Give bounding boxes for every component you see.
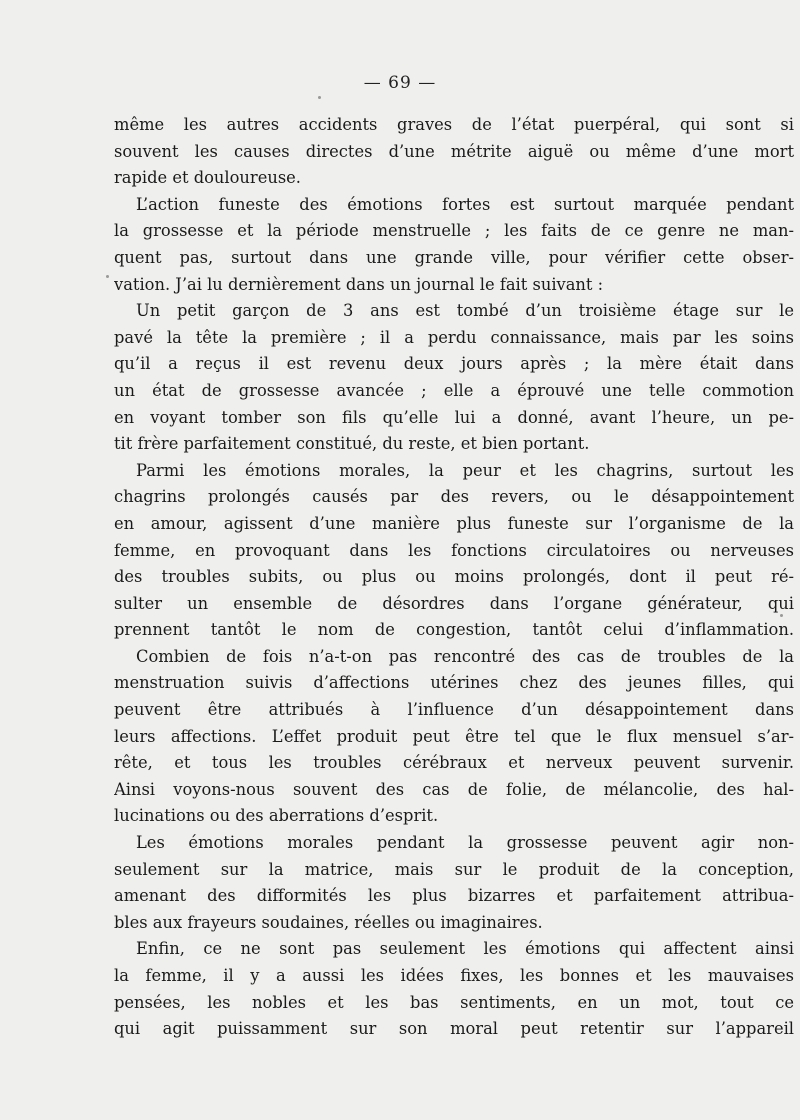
text-line: prennent tantôt le nom de congestion, tantôt celui d’inflammation. <box>114 620 794 640</box>
text-line: Parmi les émotions morales, la peur et les chagrins, surtout les <box>136 460 794 480</box>
text-line: un état de grossesse avancée ; elle a éprouvé une telle commotion <box>114 380 794 400</box>
text-line: qui agit puissamment sur son moral peut retentir sur l’appareil <box>114 1019 794 1039</box>
text-line: la femme, il y a aussi les idées fixes, les bonnes et les mauvaises <box>114 966 794 985</box>
text-line: chagrins prolongés causés par des revers, ou le désappointement <box>114 487 794 507</box>
text-line: Les émotions morales pendant la grossesse peuvent agir non- <box>136 833 794 853</box>
paper-speck <box>780 614 783 617</box>
text-line: peuvent être attribués à l’influence d’un désappointement dans <box>114 700 794 720</box>
text-line: Enfin, ce ne sont pas seulement les émotions qui affectent ainsi <box>136 939 794 959</box>
paper-speck <box>106 275 109 278</box>
text-line: rapide et douloureuse. <box>114 168 301 188</box>
text-line: des troubles subits, ou plus ou moins prolongés, dont il peut ré- <box>114 567 794 587</box>
text-line: quent pas, surtout dans une grande ville, pour vérifier cette obser- <box>114 247 794 267</box>
text-line: pavé la tête la première ; il a perdu connaissance, mais par les soins <box>114 327 794 347</box>
text-line: sulter un ensemble de désordres dans l’organe générateur, qui <box>114 593 794 613</box>
page-number: — 69 — <box>363 73 437 93</box>
text-line: la grossesse et la période menstruelle ; les faits de ce genre ne man- <box>114 221 794 241</box>
text-line: Combien de fois n’a-t-on pas rencontré des cas de troubles de la <box>136 646 794 666</box>
text-line: pensées, les nobles et les bas sentiments, en un mot, tout ce <box>114 992 794 1012</box>
body-text <box>114 112 794 1043</box>
text-line: lucinations ou des aberrations d’esprit. <box>114 806 439 826</box>
text-line: seulement sur la matrice, mais sur le produit de la conception, <box>114 859 794 879</box>
text-line: menstruation suivis d’affections utérines chez des jeunes filles, qui <box>114 673 794 693</box>
text-line: femme, en provoquant dans les fonctions circulatoires ou nerveuses <box>114 540 794 560</box>
text-line: même les autres accidents graves de l’état puerpéral, qui sont si <box>114 115 794 134</box>
text-line: L’action funeste des émotions fortes est surtout marquée pendant <box>136 194 794 214</box>
text-line: amenant des difformités les plus bizarres et parfaitement attribua- <box>114 886 794 906</box>
text-line: bles aux frayeurs soudaines, réelles ou imaginaires. <box>114 912 543 932</box>
text-line: vation. J’ai lu dernièrement dans un journal le fait suivant : <box>114 274 604 294</box>
text-line: qu’il a reçus il est revenu deux jours après ; la mère était dans <box>114 354 794 374</box>
text-line: en voyant tomber son fils qu’elle lui a donné, avant l’heure, un pe- <box>114 407 794 427</box>
paper-speck <box>318 96 321 99</box>
text-line: tit frère parfaitement constitué, du reste, et bien portant. <box>114 434 590 454</box>
text-line: Ainsi voyons-nous souvent des cas de folie, de mélancolie, des hal- <box>114 779 794 799</box>
text-line: Un petit garçon de 3 ans est tombé d’un troisième étage sur le <box>136 301 794 321</box>
text-line: souvent les causes directes d’une métrite aiguë ou même d’une mort <box>114 141 794 161</box>
text-line: leurs affections. L’effet produit peut être tel que le flux mensuel s’ar- <box>114 726 794 746</box>
text-line: en amour, agissent d’une manière plus funeste sur l’organisme de la <box>114 513 794 533</box>
text-line: rête, et tous les troubles cérébraux et nerveux peuvent survenir. <box>114 753 794 773</box>
